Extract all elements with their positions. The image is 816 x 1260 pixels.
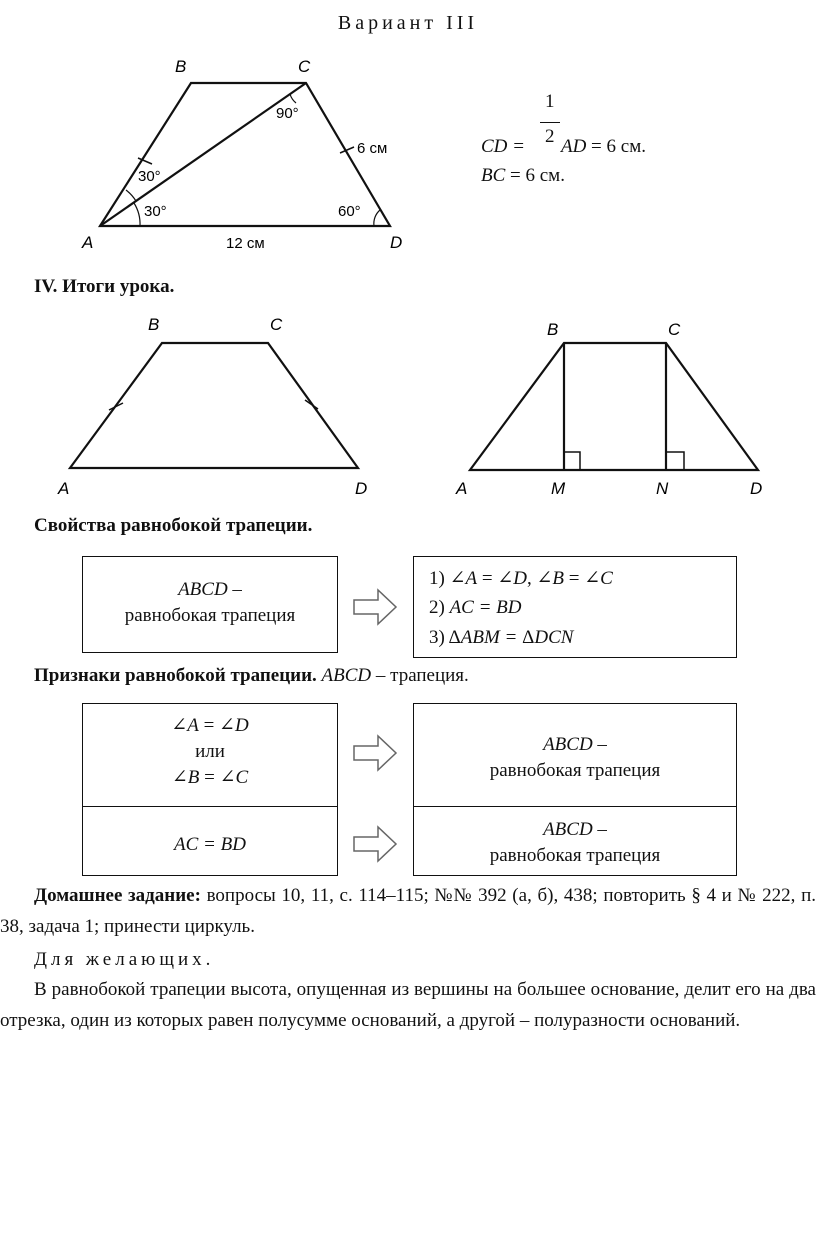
signs-heading: Признаки равнобокой трапеции. ABCD – трапеция. [34,665,469,686]
label-a: A [82,233,94,252]
properties-condition-text: ABCD – равнобокая трапеция [124,579,296,626]
fraction-denominator: 2 [545,126,555,147]
properties-list-box [413,556,737,658]
side-cd: 6 см [357,140,388,157]
signs-conclusion-box [413,703,737,876]
label-c: C [668,320,681,339]
property-triangles: 3) ΔABM = ΔDCN [429,627,574,648]
implication-arrow-icon [352,825,398,863]
side-ad: 12 см [226,235,265,252]
extra-paragraph: В равнобокой трапеции высота, опущенная из вершины на большее основание, делит его на два отрезка, один из которых равен полусумме оснований, а другой – полуразности оснований. [0,979,816,1031]
label-b: B [547,320,559,339]
figure-trapezoid-diagonal [60,50,440,265]
label-a: A [456,479,468,498]
homework-paragraph: Домашнее задание: вопросы 10, 11, с. 114–115; №№ 392 (а, б), 438; повторить § 4 и № 222, п. 38, задача 1; принести циркуль. [0,885,816,937]
signs-conclusion-1: ABCD – равнобокая трапеция [414,704,736,807]
property-diagonals: 2) AC = BD [429,597,522,618]
properties-heading: Свойства равнобокой трапеции. [34,515,313,536]
label-b: B [148,315,160,334]
angle-d: 60° [338,203,361,220]
figure-isosceles-trapezoid [50,310,390,500]
angle-cad: 30° [144,203,167,220]
variant-title: Вариант III [337,12,479,34]
properties-condition-box [82,556,338,653]
fraction-numerator: 1 [545,91,555,112]
label-d: D [390,233,403,252]
angle-bca: 90° [276,105,299,122]
label-c: C [298,57,311,76]
label-b: B [175,57,187,76]
section-heading: IV. Итоги урока. [34,276,175,297]
fraction-bar [540,122,560,123]
label-n: N [656,479,669,498]
implication-arrow-icon [352,588,398,626]
signs-conditions-box [82,703,338,876]
extra-label: Для желающих. [34,949,215,970]
label-d: D [355,479,368,498]
angle-bac: 30° [138,168,161,185]
formula-line-2: BC = 6 см. [481,165,565,186]
signs-conclusion-2: ABCD – равнобокая трапеция [489,819,661,866]
implication-arrow-icon [352,734,398,772]
label-c: C [270,315,283,334]
label-d: D [750,479,763,498]
label-a: A [58,479,70,498]
label-m: M [551,479,566,498]
figure-trapezoid-heights [450,310,780,500]
property-angles: 1) ∠A = ∠D, ∠B = ∠C [429,568,613,589]
formula-line-1: CD = AD = 6 см. [481,136,646,157]
signs-condition-diagonals: AC = BD [174,834,246,855]
signs-condition-angles: ∠A = ∠D или ∠B = ∠C [83,704,337,807]
